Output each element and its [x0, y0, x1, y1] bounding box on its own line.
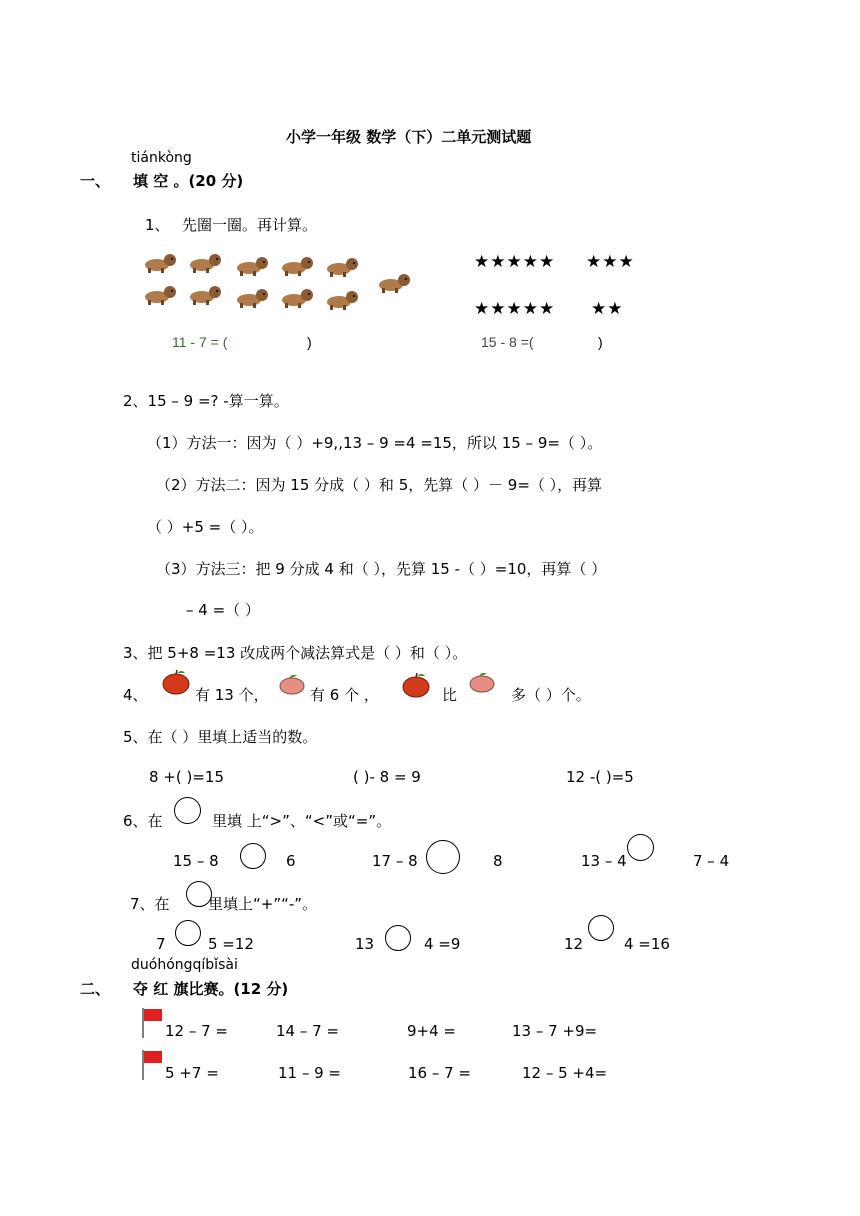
q2-stem: 2、15 – 9 =? -算一算。 — [123, 392, 289, 410]
q4-text3: 比 — [442, 686, 458, 704]
q4-text1: 有 13 个， — [195, 686, 269, 704]
q5-equation2: ( )- 8 = 9 — [353, 768, 421, 786]
compare-circle[interactable] — [240, 843, 266, 869]
race-row1-item4: 13 – 7 +9= — [512, 1022, 598, 1040]
q7-item3-left: 12 — [564, 935, 584, 953]
q7-item2-right: 4 =9 — [424, 935, 461, 953]
q1-label: 1、 — [145, 216, 170, 234]
operator-circle[interactable] — [588, 915, 614, 941]
q6-item3-left: 13 – 4 — [581, 852, 627, 870]
q6-item2-left: 17 – 8 — [372, 852, 418, 870]
q2-method3: （3）方法三：把 9 分成 4 和（ ），先算 15 -（ ）=10，再算（ ） — [156, 560, 607, 578]
red-flag-icon — [141, 1007, 163, 1039]
compare-circle[interactable] — [426, 840, 460, 874]
dog-icon — [233, 253, 271, 277]
race-row1-item2: 14 – 7 = — [276, 1022, 340, 1040]
page-title: 小学一年级 数学（下）二单元测试题 — [286, 128, 532, 146]
stars-row1-group-b: ★★★ — [586, 252, 635, 272]
operator-circle[interactable] — [385, 925, 411, 951]
q7-prefix: 7、在 — [130, 895, 170, 913]
dog-icon — [323, 254, 361, 278]
dog-icon — [278, 285, 316, 309]
section1-number: 一、 — [80, 172, 111, 190]
compare-circle[interactable] — [627, 834, 654, 861]
q1-equation2: 15 - 8 =( — [481, 334, 534, 350]
race-row2-item3: 16 – 7 = — [408, 1064, 472, 1082]
section2-pinyin: duóhóngqíbǐsài — [131, 957, 238, 973]
section1-heading: 填 空 。(20 分) — [133, 172, 244, 190]
q2-method2: （2）方法二：因为 15 分成（ ）和 5，先算（ ）－ 9=（ ），再算 — [156, 476, 603, 494]
dog-icon — [141, 282, 179, 306]
q1-equation1: 11 - 7 = ( — [172, 334, 228, 350]
q1-equation2-close: ) — [598, 334, 603, 350]
q6-item3-right: 7 – 4 — [693, 852, 730, 870]
q7-item2-left: 13 — [355, 935, 375, 953]
q5-text: 5、在（ ）里填上适当的数。 — [123, 728, 318, 746]
q1-equation1-close: ) — [307, 334, 312, 350]
race-row1-item1: 12 – 7 = — [165, 1022, 229, 1040]
q6-instruction: 里填 上“>”、“<”或“=”。 — [212, 812, 392, 830]
operator-circle[interactable] — [175, 920, 201, 946]
race-row1-item3: 9+4 = — [407, 1022, 456, 1040]
dog-icon — [375, 270, 413, 294]
q6-item1-right: 6 — [286, 852, 296, 870]
dog-icon — [233, 285, 271, 309]
stars-row1-group-a: ★★★★★ — [474, 252, 556, 272]
q4-text4: 多（ ）个。 — [511, 686, 591, 704]
q1-text: 先圈一圈。再计算。 — [182, 216, 318, 234]
apple-icon — [161, 669, 191, 695]
q6-prefix: 6、在 — [123, 812, 163, 830]
dog-icon — [141, 250, 179, 274]
q4-text2: 有 6 个 ， — [310, 686, 379, 704]
q4-label: 4、 — [123, 686, 148, 704]
q5-equation1: 8 +( )=15 — [149, 768, 225, 786]
q3-text: 3、把 5+8 =13 改成两个减法算式是（ ）和（ ）。 — [123, 644, 468, 662]
q6-item2-right: 8 — [493, 852, 503, 870]
q7-item3-right: 4 =16 — [624, 935, 670, 953]
q6-item1-left: 15 – 8 — [173, 852, 219, 870]
dog-icon — [323, 287, 361, 311]
q2-method1: （1）方法一：因为（ ）+9,,13 – 9 =4 =15，所以 15 – 9=（ ）。 — [147, 434, 603, 452]
peach-icon — [277, 672, 307, 696]
section2-number: 二、 — [80, 980, 111, 998]
peach-icon — [467, 670, 497, 694]
section1-pinyin: tiánkòng — [131, 150, 192, 166]
q2-method3-cont: – 4 =（ ） — [186, 601, 260, 619]
answer-circle-icon — [174, 797, 201, 824]
q5-equation3: 12 -( )=5 — [566, 768, 634, 786]
q7-instruction: 里填上“+”“-”。 — [208, 895, 318, 913]
dog-icon — [186, 250, 224, 274]
apple-icon — [401, 672, 431, 698]
stars-row2-group-b: ★★ — [591, 299, 624, 319]
section2-heading: 夺 红 旗比赛。(12 分) — [133, 980, 289, 998]
red-flag-icon — [141, 1049, 163, 1081]
q7-item1-right: 5 =12 — [208, 935, 254, 953]
q2-method2-cont: （ ）+5 =（ ）。 — [147, 518, 264, 536]
dog-icon — [186, 282, 224, 306]
dog-icon — [278, 253, 316, 277]
race-row2-item1: 5 +7 = — [165, 1064, 219, 1082]
q7-item1-left: 7 — [156, 935, 166, 953]
race-row2-item4: 12 – 5 +4= — [522, 1064, 608, 1082]
stars-row2-group-a: ★★★★★ — [474, 299, 556, 319]
race-row2-item2: 11 – 9 = — [278, 1064, 342, 1082]
